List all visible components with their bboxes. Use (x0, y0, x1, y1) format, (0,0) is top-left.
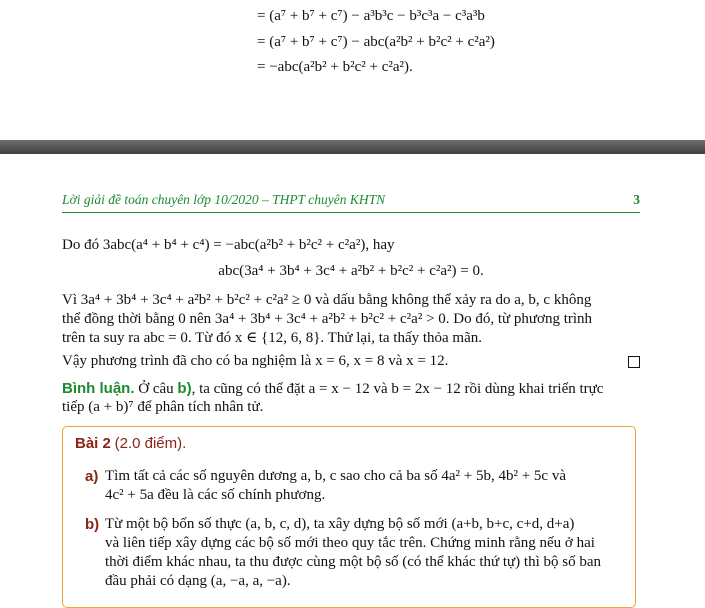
problem-label: Bài 2 (75, 435, 111, 452)
running-header (62, 192, 640, 213)
remark-ref: b) (177, 380, 192, 397)
problem-box (62, 426, 636, 608)
header-title: Lời giải đề toán chuyên lớp 10/2020 – THPT chuyên KHTN (62, 192, 386, 207)
paragraph-2-line-3: trên ta suy ra abc = 0. Từ đó x ∈ {12, 6, 8}. Thử lại, ta thấy thỏa mãn. (62, 330, 482, 346)
part-b-line-1: Từ một bộ bốn số thực (a, b, c, d), ta xây dựng bộ số mới (a+b, b+c, c+d, d+a) (105, 516, 575, 532)
part-b-label: b) (85, 516, 100, 533)
remark-line-2: tiếp (a + b)⁷ để phân tích nhân tử. (62, 399, 264, 415)
part-a-line-1: Tìm tất cả các số nguyên dương a, b, c sao cho cả ba số 4a² + 5b, 4b² + 5c và (105, 468, 567, 484)
equation-line-3: = −abc(a²b² + b²c² + c²a²). (257, 59, 413, 75)
qed-square-icon (628, 356, 640, 368)
problem-points: (2.0 điểm). (114, 435, 187, 452)
part-b-line-2: và liên tiếp xây dựng các bộ số mới theo quy tắc trên. Chứng minh rằng nếu ở hai (105, 535, 595, 551)
page-separator (0, 140, 705, 154)
part-a-text (105, 467, 629, 505)
part-b-text (105, 515, 629, 591)
conclusion-text: Vậy phương trình đã cho có ba nghiệm là x = 6, x = 8 và x = 12. (62, 353, 449, 369)
problem-title (75, 435, 186, 453)
problem-part-a (85, 467, 631, 507)
paragraph-2-line-1: Vì 3a⁴ + 3b⁴ + 3c⁴ + a²b² + b²c² + c²a² ≥ 0 và dấu bằng không thể xảy ra do a, b, c không (62, 292, 592, 308)
remark-line-1 (62, 379, 640, 399)
equation-line-2: = (a⁷ + b⁷ + c⁷) − abc(a²b² + b²c² + c²a²) (257, 34, 495, 50)
part-a-label: a) (85, 468, 99, 485)
equation-line-1: = (a⁷ + b⁷ + c⁷) − a³b³c − b³c³a − c³a³b (257, 8, 485, 24)
page-number: 3 (633, 192, 640, 207)
problem-part-b (85, 515, 631, 595)
part-b-line-3: thời điểm khác nhau, ta thu được cùng một bộ số (có thể khác thứ tự) thì bộ số ban (105, 554, 601, 570)
part-b-line-4: đầu phải có dạng (a, −a, a, −a). (105, 573, 291, 589)
display-equation: abc(3a⁴ + 3b⁴ + 3c⁴ + a²b² + b²c² + c²a²) = 0. (218, 263, 484, 279)
remark-text-a: Ở câu (134, 381, 178, 397)
part-a-line-2: 4c² + 5a đều là các số chính phương. (105, 487, 326, 503)
current-page (0, 154, 705, 606)
previous-page (0, 0, 705, 140)
paragraph-1: Do đó 3abc(a⁴ + b⁴ + c⁴) = −abc(a²b² + b²c² + c²a²), hay (62, 237, 395, 253)
remark-text-b: , ta cũng có thể đặt a = x − 12 và b = 2x − 12 rồi dùng khai triển trực (191, 381, 604, 397)
remark-label: Bình luận. (62, 380, 135, 397)
conclusion (62, 352, 640, 371)
paragraph-2-line-2: thể đồng thời bằng 0 nên 3a⁴ + 3b⁴ + 3c⁴ + a²b² + b²c² + c²a² > 0. Do đó, từ phương trình (62, 311, 593, 327)
